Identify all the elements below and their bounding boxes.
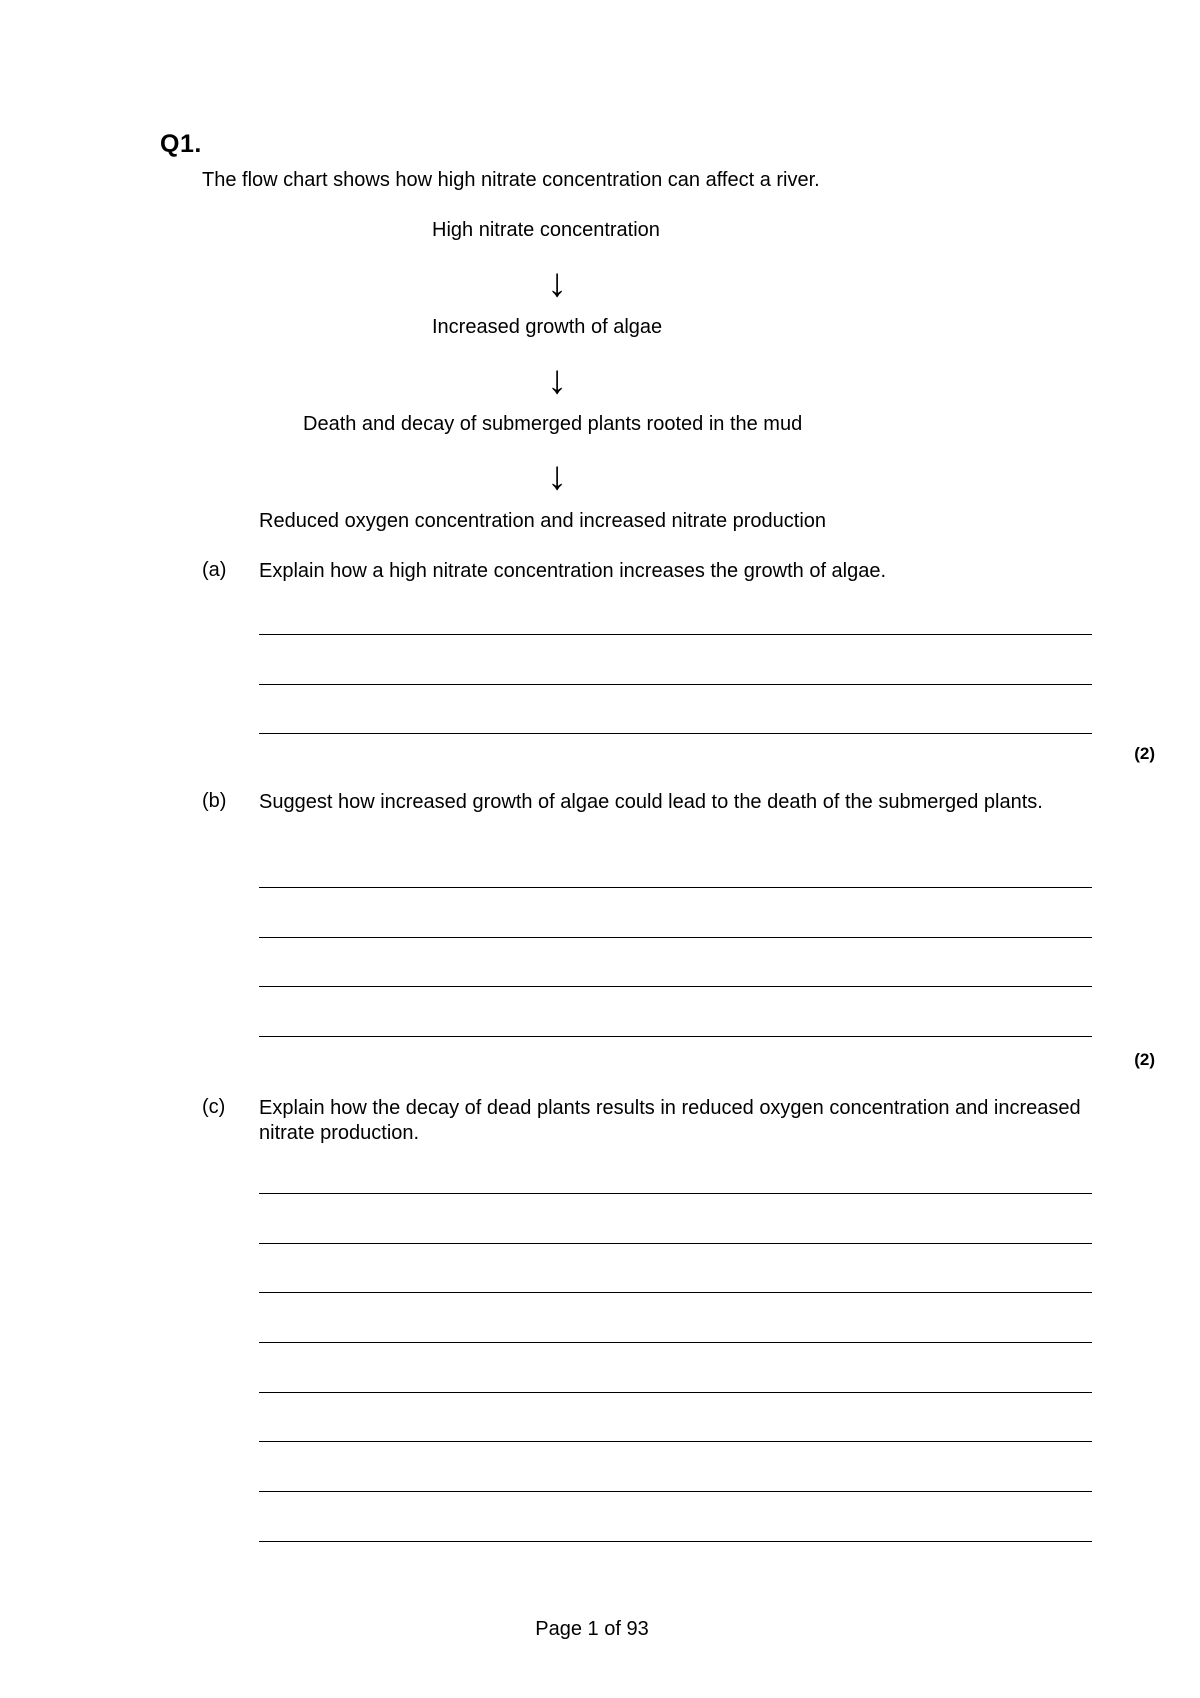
page-number: Page 1 of 93 xyxy=(535,1618,649,1640)
question-number: Q1. xyxy=(160,130,202,158)
arrow-down-icon: ↓ xyxy=(547,454,567,498)
answer-line[interactable] xyxy=(259,1541,1092,1542)
answer-line[interactable] xyxy=(259,1491,1092,1492)
answer-line[interactable] xyxy=(259,1193,1092,1194)
part-question-text: Suggest how increased growth of algae could lead to the death of the submerged plants. xyxy=(259,791,1043,813)
answer-line[interactable] xyxy=(259,887,1092,888)
answer-line[interactable] xyxy=(259,1243,1092,1244)
answer-line[interactable] xyxy=(259,1392,1092,1393)
answer-line[interactable] xyxy=(259,684,1092,685)
part-question-text: Explain how a high nitrate concentration increases the growth of algae. xyxy=(259,560,887,582)
marks-label: (2) xyxy=(1134,1050,1155,1069)
flow-step-1: High nitrate concentration xyxy=(432,219,660,241)
question-intro: The flow chart shows how high nitrate concentration can affect a river. xyxy=(202,169,820,191)
flow-step-2: Increased growth of algae xyxy=(432,316,663,338)
arrow-down-icon: ↓ xyxy=(547,261,567,305)
flow-step-3: Death and decay of submerged plants rooted in the mud xyxy=(303,413,803,435)
arrow-down-icon: ↓ xyxy=(547,358,567,402)
answer-line[interactable] xyxy=(259,1292,1092,1293)
answer-line[interactable] xyxy=(259,1036,1092,1037)
part-question-text: Explain how the decay of dead plants results in reduced oxygen concentration and increased nitrate production. xyxy=(259,1097,1081,1144)
flow-step-4: Reduced oxygen concentration and increased nitrate production xyxy=(259,510,827,532)
part-label: (b) xyxy=(202,790,227,812)
answer-line[interactable] xyxy=(259,1342,1092,1343)
answer-line[interactable] xyxy=(259,937,1092,938)
answer-line[interactable] xyxy=(259,634,1092,635)
marks-label: (2) xyxy=(1134,744,1155,763)
answer-line[interactable] xyxy=(259,1441,1092,1442)
answer-line[interactable] xyxy=(259,733,1092,734)
answer-line[interactable] xyxy=(259,986,1092,987)
part-label: (c) xyxy=(202,1096,226,1118)
part-label: (a) xyxy=(202,559,227,581)
